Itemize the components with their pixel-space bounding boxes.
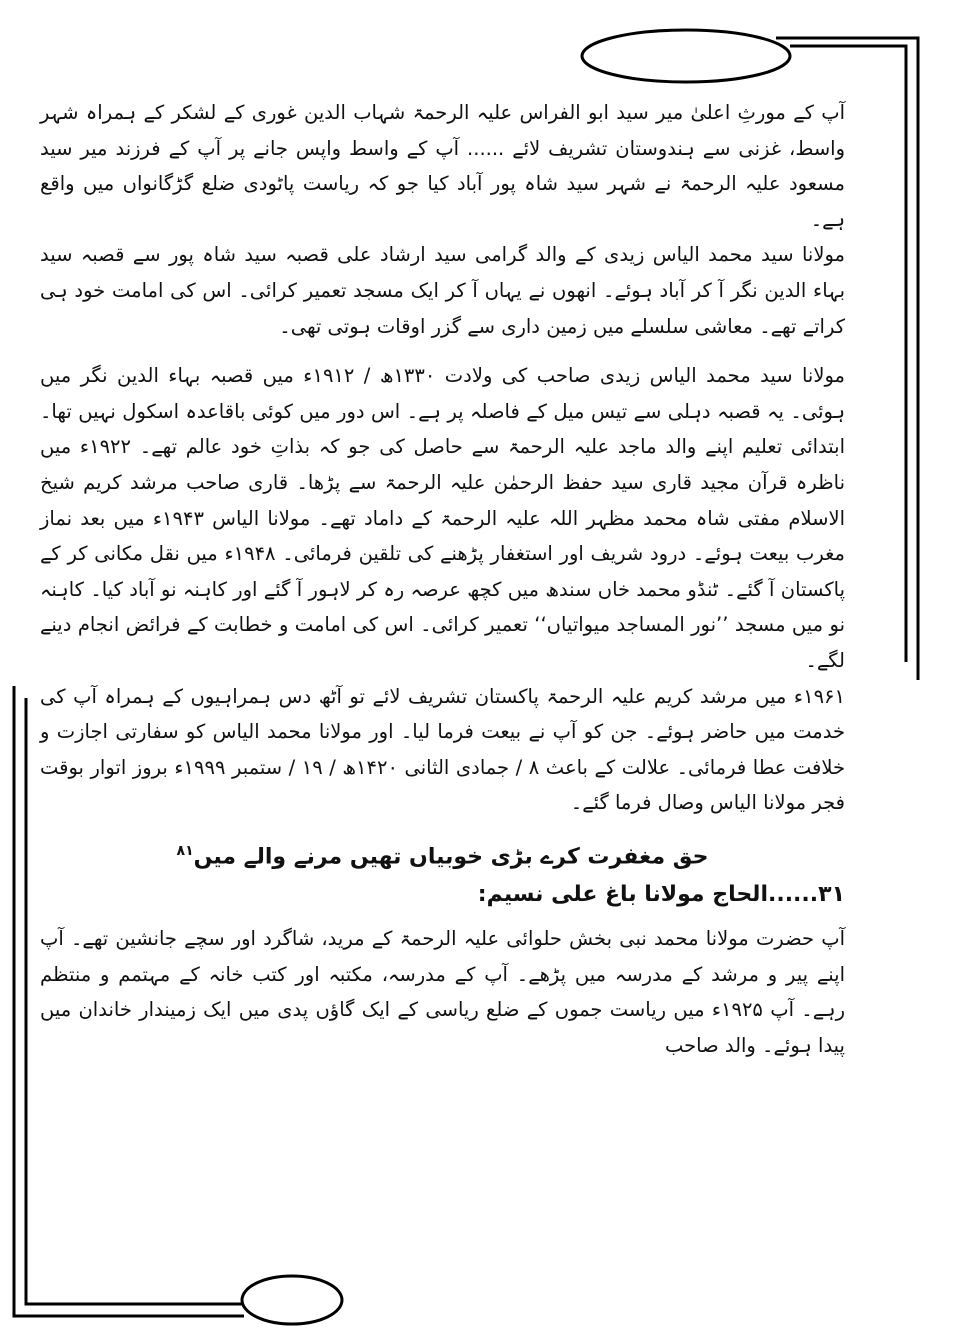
paragraph-bagh-ali: آپ حضرت مولانا محمد نبی بخش حلوائی علیہ الرحمۃ کے مرید، شاگرد اور سچے جانشین تھے۔ آپ اپنے پیر و مرشد کے مدرسہ میں پڑھے۔ آپ کے مدرسہ، مکتبہ اور کتب خانہ کے مہتمم و منتظم رہے۔ آپ ۱۹۲۵ء میں ریاست جموں کے ضلع ریاسی کے ایک گاؤں پدی میں ایک زمیندار خاندان میں پیدا ہوئے۔ والد صاحب xyxy=(40,927,845,1057)
paragraph-bayat-death: ۱۹۶۱ء میں مرشد کریم علیہ الرحمۃ پاکستان تشریف لائے تو آٹھ دس ہمراہیوں کے ہمراہ آپ کی خدمت میں حاضر ہوئے۔ جن کو آپ نے بیعت فرما لیا۔ اور مولانا محمد الیاس کو سفارتی اجازت و خلافت عطا فرمائی۔ علالت کے باعث ۸ / جمادی الثانی ۱۴۲۰ھ / ۱۹ / ستمبر ۱۹۹۹ء بروز اتوار بوقت فجر مولانا الیاس وصال فرما گئے۔ xyxy=(40,684,846,815)
memorial-couplet xyxy=(40,833,845,875)
footnote-reference: ۸۱ xyxy=(176,842,194,859)
paragraph-birth-education: مولانا سید محمد الیاس زیدی صاحب کی ولادت ۱۳۳۰ھ / ۱۹۱۲ء میں قصبہ بہاء الدین نگر میں ہوئی۔ یہ قصبہ دہلی سے تیس میل کے فاصلہ پر ہے۔ اس دور میں کوئی باقاعدہ اسکول نہیں تھا۔ ابتدائی تعلیم اپنے والد ماجد علیہ الرحمۃ سے حاصل کی جو کہ بذاتِ خود عالم تھے۔ ۱۹۲۲ء میں ناظرہ قرآن مجید قاری سید حفظ الرحمٰن علیہ الرحمۃ سے پڑھا۔ قاری صاحب مرشد کریم شیخ الاسلام مفتی شاہ محمد مظہر اللہ علیہ الرحمۃ کے داماد تھے۔ مولانا الیاس ۱۹۴۳ء میں بعد نماز مغرب بیعت ہوئے۔ درود شریف اور استغفار پڑھنے کی تلقین فرمائی۔ ۱۹۴۸ء میں نقل مکانی کر کے پاکستان آ گئے۔ ٹنڈو محمد خاں سندھ میں کچھ عرصہ رہ کر لاہور آ گئے اور کاہنہ نو آباد کیا۔ کاہنہ نو میں مسجد ’’نور المساجد میواتیاں‘‘ تعمیر کرائی۔ اس کی امامت و خطابت کے فرائض انجام دینے لگے۔ xyxy=(40,364,845,672)
article-body xyxy=(40,95,845,1285)
top-oval-ornament xyxy=(582,30,790,82)
paragraph-ancestry: آپ کے مورثِ اعلیٰ میر سید ابو الفراس علیہ الرحمۃ شہاب الدین غوری کے لشکر کے ہمراہ شہر واسط، غزنی سے ہندوستان تشریف لائے ...... آپ کے واسط واپس جانے پر آپ کے فرزند میر سید مسعود علیہ الرحمۃ نے شہر سید شاہ پور آباد کیا جو کہ ریاست پاٹودی ضلع گڑگانواں میں واقع ہے۔ xyxy=(40,101,845,231)
paragraph-father: مولانا سید محمد الیاس زیدی کے والد گرامی سید ارشاد علی قصبہ سید شاہ پور سے قصبہ سید بہاء الدین نگر آ کر آباد ہوئے۔ انھوں نے یہاں آ کر ایک مسجد تعمیر کرائی۔ اس کی امامت خود ہی کراتے تھے۔ معاشی سلسلے میں زمین داری سے گزر اوقات ہوتی تھی۔ xyxy=(40,243,845,338)
couplet-text: حق مغفرت کرے بڑی خوبیاں تھیں مرنے والے میں xyxy=(193,844,709,870)
section-heading: ۳۱......الحاج مولانا باغ علی نسیم: xyxy=(477,882,845,908)
